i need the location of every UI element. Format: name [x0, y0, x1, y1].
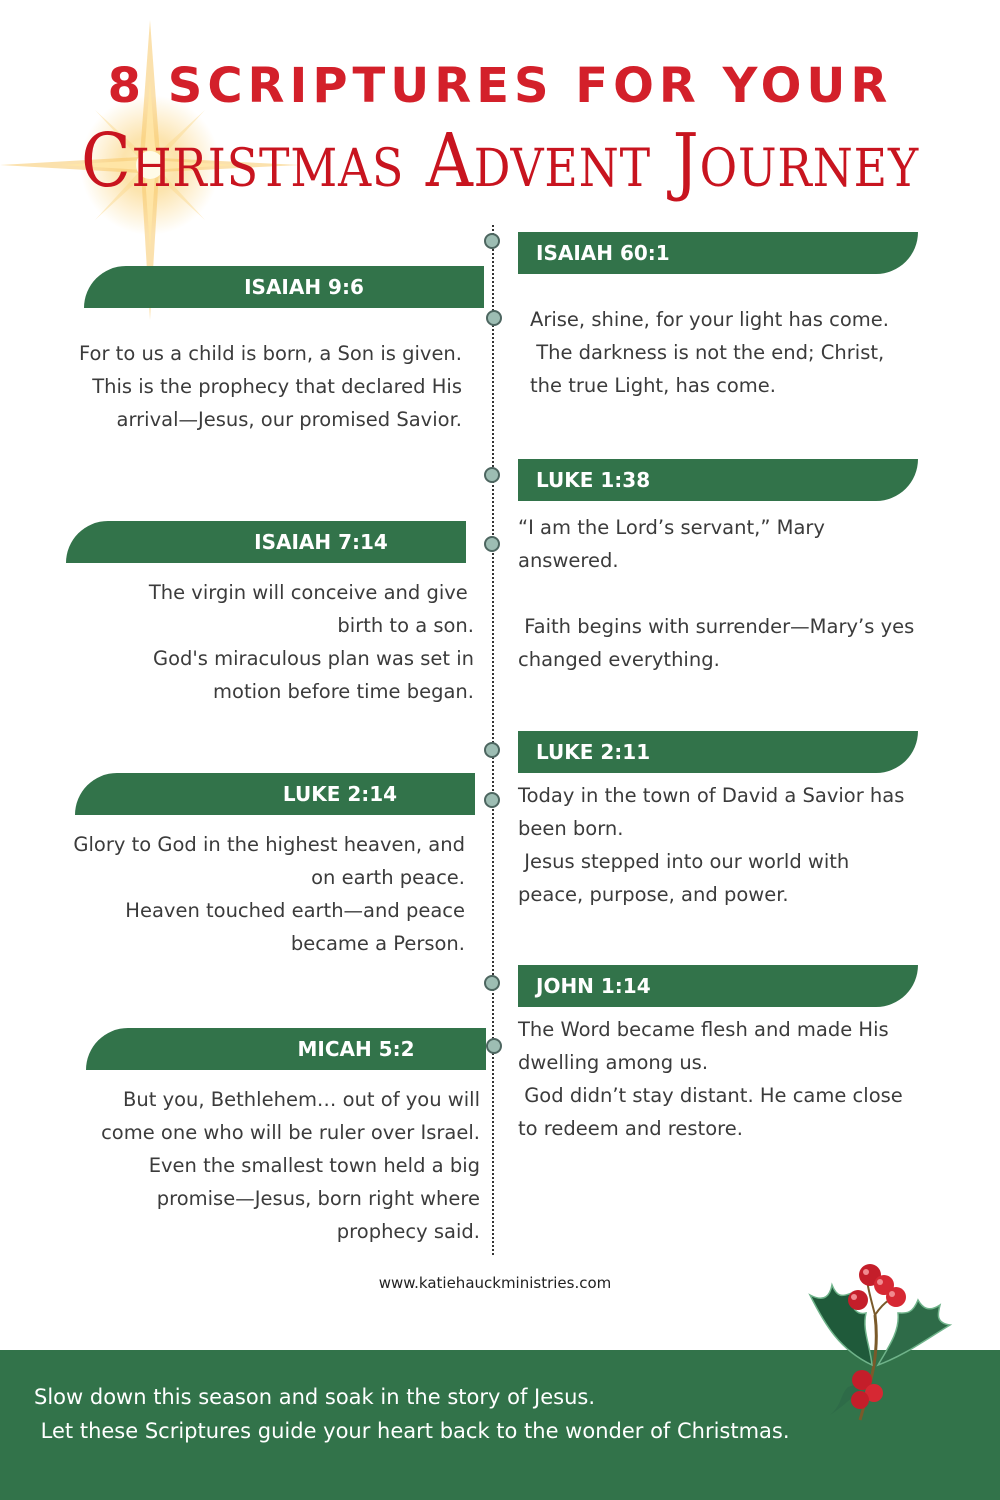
footer-message [34, 1380, 790, 1448]
scripture-banner-luke-2-11 [518, 731, 918, 773]
scripture-text-luke-2-14: Glory to God in the highest heaven, and on earth peace. Heaven touched earth—and peace became a Person. [73, 833, 465, 955]
scripture-reference: LUKE 2:14 [282, 782, 398, 806]
timeline-dot [484, 467, 500, 483]
scripture-banner-luke-2-14 [75, 773, 475, 815]
timeline-dot [484, 536, 500, 552]
footer-line-2: Let these Scriptures guide your heart back to the wonder of Christmas. [34, 1419, 790, 1443]
scripture-reference: ISAIAH 7:14 [254, 530, 388, 554]
title-line-1: 8 SCRIPTURES FOR YOUR [107, 58, 893, 114]
scripture-text-luke-2-11: Today in the town of David a Savior has been born. Jesus stepped into our world with peace, purpose, and power. [518, 784, 905, 906]
scripture-reference: MICAH 5:2 [297, 1037, 415, 1061]
scripture-banner-luke-1-38 [518, 459, 918, 501]
timeline-dot [484, 975, 500, 991]
scripture-text-john-1-14: The Word became flesh and made His dwelling among us. God didn’t stay distant. He came close to redeem and restore. [518, 1018, 903, 1140]
scripture-banner-isaiah-7-14 [66, 521, 466, 563]
timeline-dot [484, 742, 500, 758]
scripture-banner-isaiah-60-1 [518, 232, 918, 274]
scripture-text-luke-1-38: “I am the Lord’s servant,” Mary answered. Faith begins with surrender—Mary’s yes changed everything. [518, 516, 915, 671]
timeline-dot [484, 792, 500, 808]
scripture-reference: ISAIAH 60:1 [536, 241, 670, 265]
scripture-text-micah-5-2: But you, Bethlehem… out of you will come one who will be ruler over Israel. Even the smallest town held a big promise—Jesus, born right where prophecy said. [101, 1088, 480, 1243]
title-line-2: Christmas Advent Journey [80, 118, 920, 204]
scripture-text-isaiah-9-6: For to us a child is born, a Son is given. This is the prophecy that declared His arrival—Jesus, our promised Savior. [79, 342, 462, 431]
scripture-banner-isaiah-9-6 [84, 266, 484, 308]
scripture-reference: JOHN 1:14 [536, 974, 651, 998]
scripture-reference: LUKE 2:11 [536, 740, 651, 764]
website-link[interactable]: www.katiehauckministries.com [378, 1274, 612, 1292]
timeline-dot [486, 1038, 502, 1054]
holly-berries-icon [800, 1255, 960, 1425]
scripture-banner-micah-5-2 [86, 1028, 486, 1070]
scripture-text-isaiah-60-1: Arise, shine, for your light has come. The darkness is not the end; Christ, the true Light, has come. [530, 308, 889, 397]
timeline-dot [484, 233, 500, 249]
scripture-reference: LUKE 1:38 [536, 468, 651, 492]
scripture-text-isaiah-7-14: The virgin will conceive and give birth to a son. God's miraculous plan was set in motion before time began. [148, 581, 474, 703]
timeline-line [492, 225, 494, 1255]
scripture-banner-john-1-14 [518, 965, 918, 1007]
footer-line-1: Slow down this season and soak in the story of Jesus. [34, 1385, 595, 1409]
timeline-dot [486, 310, 502, 326]
scripture-reference: ISAIAH 9:6 [244, 275, 364, 299]
